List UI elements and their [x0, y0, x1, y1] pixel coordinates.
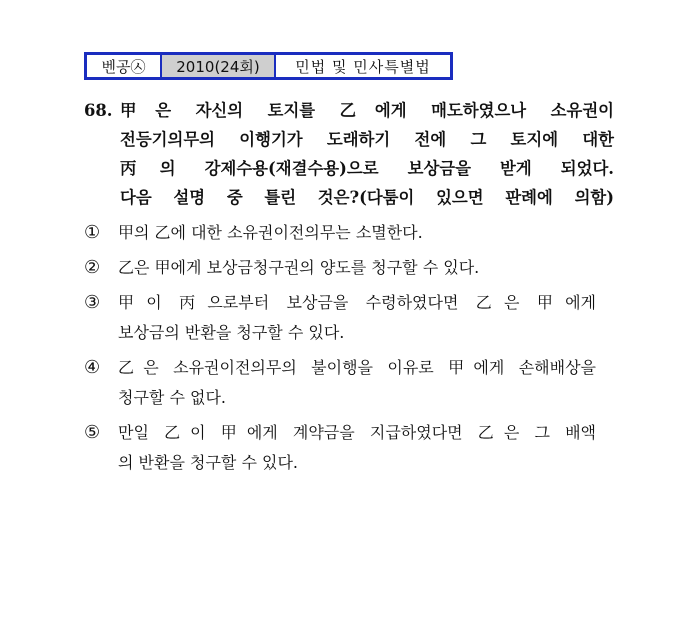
- question-line: [84, 96, 614, 125]
- question-text-line: 甲은 자신의 토지를 乙에게 매도하였으나 소유권이: [120, 101, 614, 120]
- question-line: [84, 154, 614, 183]
- option-text-line: 만일 乙이 甲에게 계약금을 지급하였다면 乙은 그 배액: [118, 423, 596, 442]
- exam-series-label: 벤공㉦: [87, 55, 162, 77]
- question-text-line: 다음 설명 중 틀린 것은?(다툼이 있으면 판례에 의함): [120, 188, 614, 207]
- option-marker: ①: [84, 222, 101, 243]
- question-text-line: 丙의 강제수용(재결수용)으로 보상금을 받게 되었다.: [120, 159, 614, 178]
- question-line: [84, 183, 614, 212]
- answer-option-5[interactable]: [84, 418, 596, 478]
- answer-option-1[interactable]: [84, 218, 596, 248]
- option-text-line: 乙은 甲에게 보상금청구권의 양도를 청구할 수 있다.: [118, 258, 480, 277]
- answer-options: [84, 218, 596, 483]
- option-text-line: 甲이 丙으로부터 보상금을 수령하였다면 乙은 甲에게: [118, 293, 596, 312]
- answer-option-2[interactable]: [84, 253, 596, 283]
- exam-year-label: 2010(24회): [162, 55, 276, 77]
- question-block: [84, 96, 614, 212]
- option-marker: ④: [84, 357, 101, 378]
- option-marker: ③: [84, 292, 101, 313]
- exam-subject-label: 민법 및 민사특별법: [295, 57, 431, 76]
- answer-option-4[interactable]: [84, 353, 596, 413]
- option-marker: ②: [84, 257, 101, 278]
- answer-option-3[interactable]: [84, 288, 596, 348]
- option-text-line: 보상금의 반환을 청구할 수 있다.: [118, 323, 345, 342]
- option-text-line: 甲의 乙에 대한 소유권이전의무는 소멸한다.: [118, 223, 423, 242]
- exam-header: [84, 52, 453, 80]
- option-marker: ⑤: [84, 422, 101, 443]
- option-text-line: 의 반환을 청구할 수 있다.: [118, 453, 298, 472]
- question-line: [84, 125, 614, 154]
- question-text-line: 전등기의무의 이행기가 도래하기 전에 그 토지에 대한: [120, 130, 614, 149]
- option-text-line: 乙은 소유권이전의무의 불이행을 이유로 甲에게 손해배상을: [118, 358, 596, 377]
- option-text-line: 청구할 수 없다.: [118, 388, 226, 407]
- question-number: 68.: [84, 101, 113, 120]
